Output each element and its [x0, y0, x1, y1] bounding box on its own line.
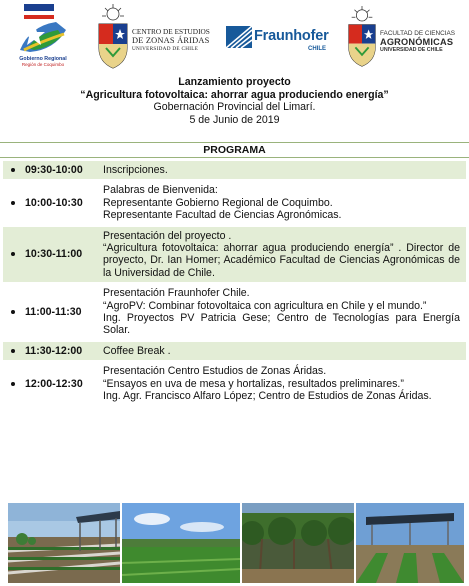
venue: Gobernación Provincial del Limarí.	[153, 101, 316, 113]
fca-line1: FACULTAD DE CIENCIAS	[380, 30, 456, 37]
gobierno-region: Región de Coquimbo	[21, 62, 65, 67]
agenda-time-text: 10:30-11:00	[25, 248, 83, 261]
agenda-time-text: 11:00-11:30	[25, 306, 82, 319]
fca-line3: UNIVERSIDAD DE CHILE	[380, 47, 443, 53]
photo-solar-crops	[8, 503, 120, 583]
agenda-line: “AgroPV: Combinar fotovoltaica con agricultura en Chile y el mundo.”	[103, 299, 427, 312]
logo-header	[0, 0, 469, 74]
gobierno-regional-logo	[10, 4, 76, 70]
agenda-description	[98, 227, 466, 283]
agenda-table	[3, 161, 466, 408]
bullet-icon	[11, 349, 15, 353]
fraunhofer-logo	[226, 24, 336, 58]
agenda-time-text: 09:30-10:00	[25, 164, 83, 177]
agenda-line: Presentación Fraunhofer Chile.	[103, 287, 250, 300]
ceza-line3: UNIVERSIDAD DE CHILE	[132, 46, 199, 53]
agenda-time-text: 10:00-10:30	[25, 197, 83, 210]
bullet-icon	[11, 201, 15, 205]
bullet-icon	[11, 382, 15, 386]
agenda-line: Presentación del proyecto .	[103, 229, 232, 242]
fraunhofer-name: Fraunhofer	[254, 28, 329, 44]
star-emblem-icon	[10, 4, 76, 56]
project-title: “Agricultura fotovoltaica: ahorrar agua produciendo energía”	[80, 88, 389, 101]
fca-line2: AGRONÓMICAS	[380, 37, 454, 47]
agenda-line: Coffee Break .	[103, 344, 171, 357]
ceza-line2: DE ZONAS ÁRIDAS	[132, 35, 210, 45]
agenda-row	[3, 342, 466, 362]
agenda-description	[98, 161, 466, 179]
agenda-time	[3, 181, 98, 224]
event-title: Lanzamiento proyecto	[178, 76, 291, 88]
agenda-time	[3, 362, 98, 405]
event-heading	[0, 76, 469, 126]
photo-vineyard	[242, 503, 354, 583]
agenda-line: Palabras de Bienvenida:	[103, 184, 218, 197]
university-shield-icon	[346, 4, 378, 70]
fraunhofer-mark-icon	[226, 26, 252, 48]
agenda-line: Ing. Proyectos PV Patricia Gese; Centro de Tecnologías para Energía Solar.	[103, 312, 460, 337]
fca-logo	[346, 4, 468, 70]
university-shield-icon	[96, 4, 130, 70]
fraunhofer-country: CHILE	[308, 46, 326, 52]
event-date: 5 de Junio de 2019	[189, 113, 280, 126]
agenda-time	[3, 342, 98, 360]
agenda-line: Inscripciones.	[103, 164, 168, 176]
agenda-row	[3, 181, 466, 226]
agenda-line: Presentación Centro Estudios de Zonas Áridas.	[103, 365, 327, 378]
agenda-time	[3, 161, 98, 179]
bullet-icon	[11, 310, 15, 314]
programa-heading: PROGRAMA	[0, 142, 469, 158]
agenda-time-text: 12:00-12:30	[25, 377, 83, 390]
agenda-line: “Agricultura fotovoltaica: ahorrar agua produciendo energía” . Director de proyecto, Dr. Ian Homer; Académico Facultad de Ciencias Agronómicas de la Universidad de Chile.	[103, 242, 460, 279]
agenda-description	[98, 342, 466, 360]
photo-green-field	[122, 503, 240, 583]
agenda-line: Representante Gobierno Regional de Coquimbo.	[103, 196, 333, 209]
agenda-time	[3, 284, 98, 340]
photo-solar-vegetables	[356, 503, 464, 583]
agenda-line: Ing. Agr. Francisco Alfaro López; Centro de Estudios de Zonas Áridas.	[103, 390, 432, 403]
agenda-row	[3, 362, 466, 407]
agenda-row	[3, 161, 466, 181]
bullet-icon	[11, 252, 15, 256]
agenda-row	[3, 284, 466, 342]
agenda-time	[3, 227, 98, 283]
bullet-icon	[11, 168, 15, 172]
ceza-line1: CENTRO DE ESTUDIOS	[132, 27, 210, 36]
agenda-time-text: 11:30-12:00	[25, 345, 83, 358]
agenda-description	[98, 362, 466, 405]
agenda-description	[98, 181, 466, 224]
agenda-line: Representante Facultad de Ciencias Agronómicas.	[103, 209, 342, 222]
ceza-logo	[96, 4, 216, 70]
agenda-row	[3, 227, 466, 285]
gobierno-name: Gobierno Regional	[19, 56, 67, 62]
agenda-line: “Ensayos en uva de mesa y hortalizas, resultados preliminares.”	[103, 377, 404, 390]
photo-strip	[8, 503, 464, 583]
agenda-description	[98, 284, 466, 340]
